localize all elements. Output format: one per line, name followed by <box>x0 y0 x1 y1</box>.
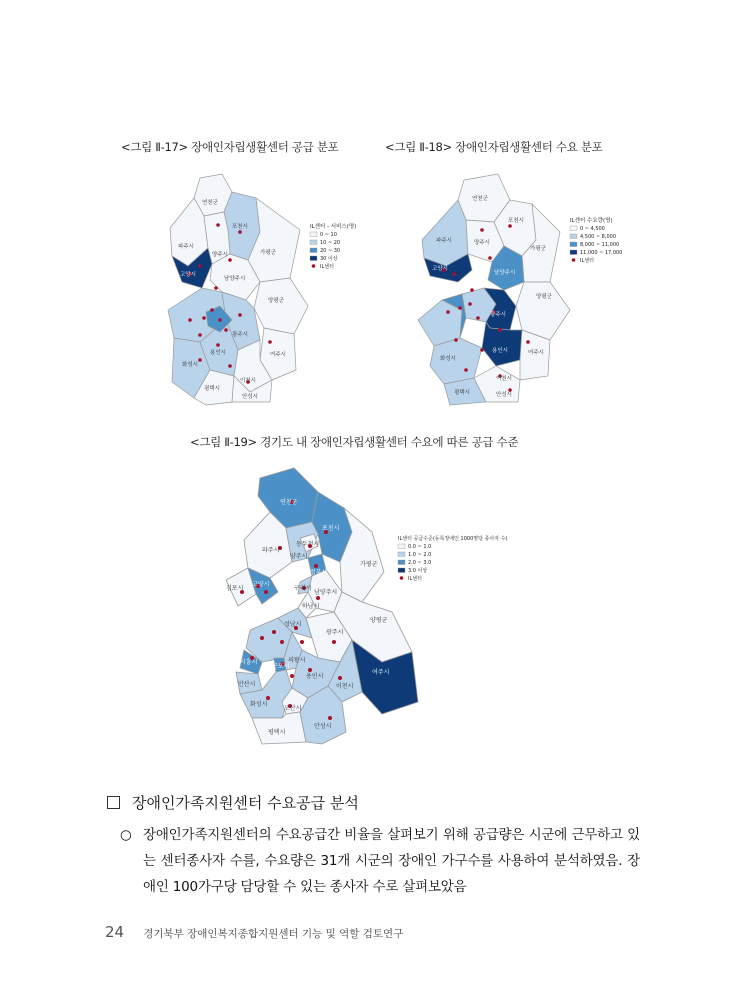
svg-text:남양주시: 남양주시 <box>314 589 338 596</box>
svg-text:안성시: 안성시 <box>314 723 332 730</box>
svg-text:파주시: 파주시 <box>262 547 280 554</box>
svg-text:가평군: 가평군 <box>260 250 276 256</box>
svg-text:IL센터 수요량(명): IL센터 수요량(명) <box>570 218 613 224</box>
svg-text:양주시: 양주시 <box>212 252 228 258</box>
svg-text:IL센터: IL센터 <box>580 258 594 264</box>
svg-text:10 ~ 20: 10 ~ 20 <box>320 240 341 246</box>
svg-text:평택시: 평택시 <box>268 729 286 736</box>
svg-text:1.0 ~ 2.0: 1.0 ~ 2.0 <box>408 552 432 558</box>
svg-text:광주시: 광주시 <box>326 629 344 636</box>
svg-text:여주시: 여주시 <box>372 669 390 676</box>
footer-title: 경기북부 장애인복지종합지원센터 기능 및 역할 검토연구 <box>143 928 404 940</box>
svg-text:2.0 ~ 3.0: 2.0 ~ 3.0 <box>408 560 432 566</box>
svg-text:하남시: 하남시 <box>302 603 320 610</box>
svg-text:안성시: 안성시 <box>242 394 258 400</box>
svg-text:IL센터 공급수준(등록장애인 1000명당 종사자 수): IL센터 공급수준(등록장애인 1000명당 종사자 수) <box>398 536 508 542</box>
page-footer <box>105 922 403 941</box>
svg-text:양평군: 양평군 <box>268 298 284 304</box>
svg-text:의왕시: 의왕시 <box>288 657 306 664</box>
svg-text:여주시: 여주시 <box>528 350 544 356</box>
svg-text:8,000 ~ 11,000: 8,000 ~ 11,000 <box>580 242 620 248</box>
svg-text:양평군: 양평군 <box>370 617 388 624</box>
svg-text:0 ~ 10: 0 ~ 10 <box>320 232 337 238</box>
svg-text:IL센터: IL센터 <box>320 264 334 270</box>
svg-text:평택시: 평택시 <box>204 386 220 392</box>
figure-18-caption: <그림 Ⅱ-18> 장애인자립생활센터 수요 분포 <box>385 140 603 154</box>
svg-text:의정부시: 의정부시 <box>304 569 328 576</box>
svg-text:오산시: 오산시 <box>284 705 302 712</box>
section-heading-text: 장애인가족지원센터 수요공급 분석 <box>132 794 359 812</box>
figure-19-map <box>222 462 508 747</box>
region-paju <box>422 200 468 266</box>
checkbox-square-icon <box>107 796 120 809</box>
figure-18-map <box>400 170 640 405</box>
page-number: 24 <box>105 923 125 941</box>
svg-text:4,500 ~ 8,000: 4,500 ~ 8,000 <box>580 234 616 240</box>
svg-text:가평군: 가평군 <box>360 561 378 568</box>
svg-text:시흥시: 시흥시 <box>240 659 258 666</box>
region-hwaseong <box>430 338 482 384</box>
svg-text:포천시: 포천시 <box>322 525 340 532</box>
svg-text:3.0 이상: 3.0 이상 <box>408 568 428 574</box>
svg-text:용인시: 용인시 <box>306 673 324 680</box>
svg-text:가평군: 가평군 <box>530 246 546 252</box>
svg-text:성남시: 성남시 <box>284 621 302 628</box>
svg-text:포천시: 포천시 <box>232 224 248 230</box>
svg-text:이천시: 이천시 <box>496 376 512 382</box>
svg-text:화성시: 화성시 <box>182 362 198 368</box>
figure-17-legend <box>310 222 356 270</box>
svg-text:남양주시: 남양주시 <box>494 270 516 276</box>
svg-text:군포시: 군포시 <box>272 663 290 670</box>
svg-text:20 ~ 30: 20 ~ 30 <box>320 248 341 254</box>
svg-text:고양시: 고양시 <box>252 581 270 588</box>
section-heading <box>107 792 359 813</box>
svg-text:IL센터 - 서비스(명): IL센터 - 서비스(명) <box>310 224 357 230</box>
svg-text:양주시: 양주시 <box>290 553 308 560</box>
figure-17-caption: <그림 Ⅱ-17> 장애인자립생활센터 공급 분포 <box>121 140 339 154</box>
svg-text:안성시: 안성시 <box>496 392 512 398</box>
svg-text:연천군: 연천군 <box>472 196 488 202</box>
circle-bullet-icon: ○ <box>120 827 132 843</box>
svg-text:용인시: 용인시 <box>492 348 508 354</box>
svg-text:평택시: 평택시 <box>454 390 470 396</box>
paragraph-text: 장애인가족지원센터의 수요공급간 비율을 살펴보기 위해 공급량은 시군에 근무하고 있는 센터종사자 수를, 수요량은 31개 시군의 장애인 가구수를 사용하여 분석하였음. 장애인 100가구당 담당할 수 있는 종사자 수로 살펴보았음 <box>143 827 640 895</box>
svg-text:안산시: 안산시 <box>238 681 256 688</box>
section-paragraph <box>120 822 640 900</box>
region-yangpyeong <box>254 278 308 334</box>
svg-text:이천시: 이천시 <box>336 683 354 690</box>
svg-text:화성시: 화성시 <box>440 356 456 362</box>
svg-text:양주시: 양주시 <box>474 240 490 246</box>
svg-text:남양주시: 남양주시 <box>224 276 246 282</box>
figure-18-legend <box>570 216 622 264</box>
svg-text:연천군: 연천군 <box>202 200 218 206</box>
svg-text:IL센터: IL센터 <box>408 576 422 582</box>
svg-text:이천시: 이천시 <box>240 378 256 384</box>
figure-19-caption: <그림 Ⅱ-19> 경기도 내 장애인자립생활센터 수요에 따른 공급 수준 <box>190 435 519 449</box>
svg-text:30 이상: 30 이상 <box>320 256 338 262</box>
svg-text:광주시: 광주시 <box>490 312 506 318</box>
svg-text:연천군: 연천군 <box>280 499 298 506</box>
svg-text:구리시: 구리시 <box>294 585 312 592</box>
svg-text:고양시: 고양시 <box>180 272 196 278</box>
svg-text:화성시: 화성시 <box>250 701 268 708</box>
svg-text:0.0 ~ 1.0: 0.0 ~ 1.0 <box>408 544 432 550</box>
svg-text:파주시: 파주시 <box>436 238 452 244</box>
svg-text:광주시: 광주시 <box>232 332 248 338</box>
svg-text:동두천시: 동두천시 <box>296 541 320 548</box>
figure-17-map <box>160 170 380 405</box>
svg-text:양평군: 양평군 <box>536 294 552 300</box>
svg-text:용인시: 용인시 <box>210 350 226 356</box>
figure-19-legend <box>398 535 507 582</box>
svg-text:11,000 ~ 17,000: 11,000 ~ 17,000 <box>580 250 623 256</box>
svg-text:고양시: 고양시 <box>432 266 448 272</box>
svg-text:0 ~ 4,500: 0 ~ 4,500 <box>580 226 605 232</box>
svg-text:여주시: 여주시 <box>270 352 286 358</box>
svg-text:파주시: 파주시 <box>178 244 194 250</box>
svg-text:포천시: 포천시 <box>508 218 524 224</box>
svg-text:김포시: 김포시 <box>226 585 244 592</box>
